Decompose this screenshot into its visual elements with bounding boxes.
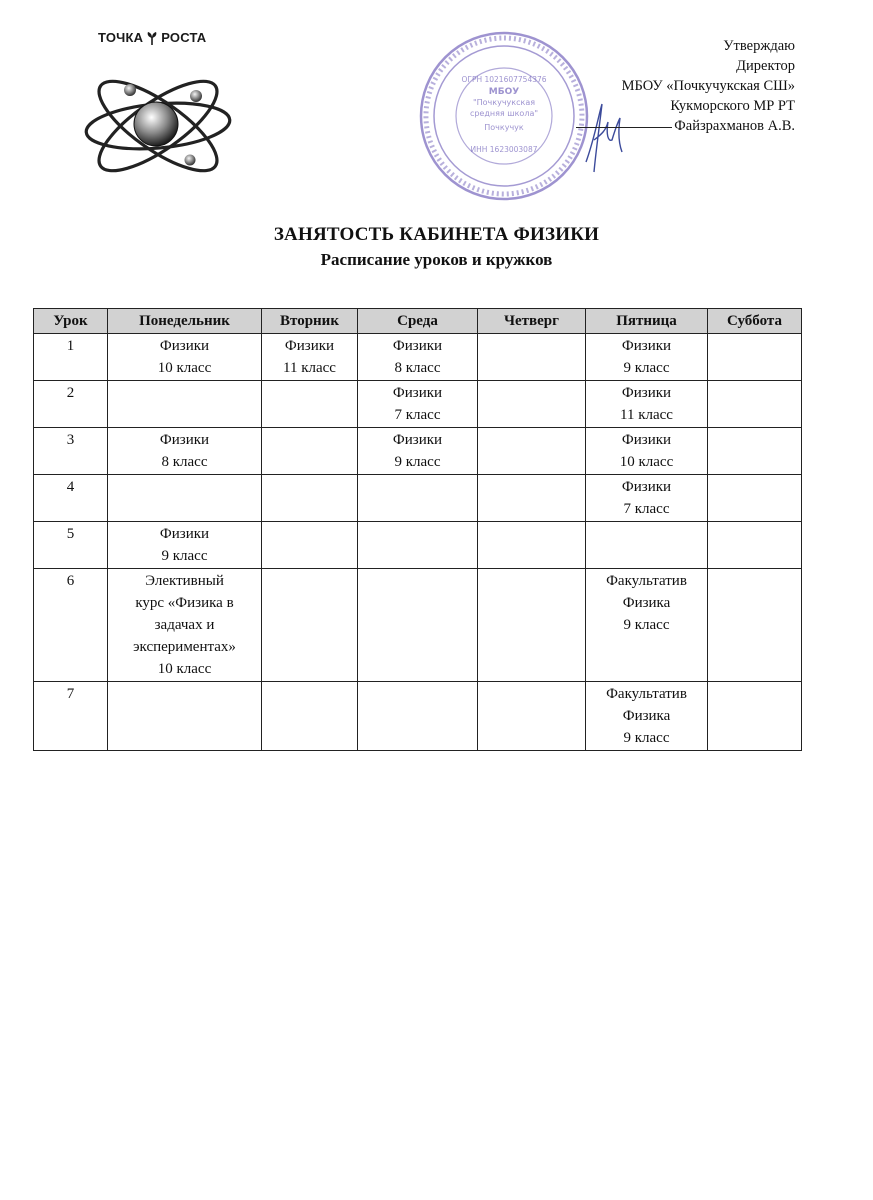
cell-monday <box>108 428 262 475</box>
header-thursday: Четверг <box>478 309 586 334</box>
sprout-icon <box>147 31 157 45</box>
lesson-number: 1 <box>34 334 108 381</box>
cell-text: 7 класс <box>394 407 441 423</box>
signature-line <box>576 127 672 128</box>
cell-wednesday <box>358 475 478 522</box>
svg-text:средняя школа": средняя школа" <box>469 109 539 118</box>
cell-friday <box>586 475 708 522</box>
document-subtitle: Расписание уроков и кружков <box>320 250 553 269</box>
cell-monday <box>108 522 262 569</box>
table-row <box>34 428 802 475</box>
table-row <box>34 475 802 522</box>
cell-friday <box>586 682 708 751</box>
table-row <box>34 381 802 428</box>
cell-wednesday <box>358 381 478 428</box>
cell-text: Физики <box>621 338 672 354</box>
cell-text: курс «Физика в <box>135 595 234 611</box>
cell-text: Физика <box>622 708 671 724</box>
document-title: ЗАНЯТОСТЬ КАБИНЕТА ФИЗИКИ <box>273 224 600 245</box>
cell-text: 10 класс <box>619 454 674 470</box>
cell-text: Физики <box>621 432 672 448</box>
cell-thursday <box>478 682 586 751</box>
cell-tuesday <box>262 569 358 682</box>
logo-wordmark <box>98 30 238 45</box>
cell-thursday <box>478 428 586 475</box>
cell-thursday <box>478 475 586 522</box>
cell-friday <box>586 381 708 428</box>
cell-text: экспериментах» <box>133 639 236 655</box>
schedule-body <box>34 334 802 751</box>
table-row <box>34 334 802 381</box>
cell-text: 9 класс <box>623 730 670 746</box>
cell-tuesday <box>262 682 358 751</box>
cell-text: Факультатив <box>606 686 687 702</box>
cell-tuesday <box>262 475 358 522</box>
cell-text: Физики <box>621 385 672 401</box>
cell-tuesday <box>262 522 358 569</box>
atom-icon <box>78 48 238 198</box>
cell-text: 10 класс <box>157 360 212 376</box>
cell-text: задачах и <box>154 617 215 633</box>
cell-text: Физики <box>392 338 443 354</box>
cell-text: Физики <box>392 385 443 401</box>
header-saturday: Суббота <box>708 309 802 334</box>
lesson-number: 6 <box>34 569 108 682</box>
cell-saturday <box>708 381 802 428</box>
cell-text: Элективный <box>145 573 224 589</box>
cell-thursday <box>478 334 586 381</box>
table-row <box>34 569 802 682</box>
cell-monday <box>108 475 262 522</box>
approval-line-1: Утверждаю <box>723 38 795 54</box>
cell-text: 11 класс <box>620 407 673 423</box>
cell-monday <box>108 381 262 428</box>
cell-text: Физики <box>284 338 335 354</box>
cell-monday <box>108 569 262 682</box>
cell-friday <box>586 522 708 569</box>
cell-tuesday <box>262 381 358 428</box>
approval-line-4: Кукморского МР РТ <box>670 98 795 114</box>
cell-saturday <box>708 522 802 569</box>
header-lesson: Урок <box>34 309 108 334</box>
cell-text: Физики <box>159 338 210 354</box>
header-friday: Пятница <box>586 309 708 334</box>
cell-text: Физика <box>622 595 671 611</box>
cell-text: 8 класс <box>394 360 441 376</box>
header-wednesday: Среда <box>358 309 478 334</box>
approval-line-5 <box>576 116 795 136</box>
cell-text: 9 класс <box>623 360 670 376</box>
lesson-number: 5 <box>34 522 108 569</box>
table-row <box>34 522 802 569</box>
cell-wednesday <box>358 428 478 475</box>
svg-text:Почкучук: Почкучук <box>484 123 524 132</box>
approval-block <box>576 36 795 136</box>
cell-saturday <box>708 428 802 475</box>
school-stamp <box>418 30 590 202</box>
cell-text: Физики <box>392 432 443 448</box>
cell-wednesday <box>358 682 478 751</box>
logo-text-left: ТОЧКА <box>98 30 144 45</box>
cell-text: 9 класс <box>394 454 441 470</box>
cell-text: 8 класс <box>161 454 208 470</box>
cell-text: 9 класс <box>161 548 208 564</box>
cell-saturday <box>708 475 802 522</box>
approval-line-3: МБОУ «Почкучукская СШ» <box>621 78 795 94</box>
cell-text: Физики <box>159 432 210 448</box>
director-name: Файзрахманов А.В. <box>674 118 795 134</box>
cell-tuesday <box>262 428 358 475</box>
schedule-table <box>33 308 802 751</box>
svg-text:ИНН 1623003087: ИНН 1623003087 <box>470 145 538 154</box>
cell-monday <box>108 682 262 751</box>
cell-text: 9 класс <box>623 617 670 633</box>
cell-friday <box>586 428 708 475</box>
cell-text: 7 класс <box>623 501 670 517</box>
lesson-number: 7 <box>34 682 108 751</box>
table-row <box>34 682 802 751</box>
cell-friday <box>586 334 708 381</box>
cell-thursday <box>478 522 586 569</box>
cell-text: 10 класс <box>157 661 212 677</box>
cell-friday <box>586 569 708 682</box>
lesson-number: 3 <box>34 428 108 475</box>
lesson-number: 2 <box>34 381 108 428</box>
cell-wednesday <box>358 334 478 381</box>
logo-text-right: РОСТА <box>161 30 207 45</box>
cell-monday <box>108 334 262 381</box>
cell-thursday <box>478 569 586 682</box>
header-monday: Понедельник <box>108 309 262 334</box>
cell-text: Физики <box>621 479 672 495</box>
cell-wednesday <box>358 569 478 682</box>
approval-line-2: Директор <box>736 58 795 74</box>
cell-text: Факультатив <box>606 573 687 589</box>
cell-saturday <box>708 569 802 682</box>
lesson-number: 4 <box>34 475 108 522</box>
svg-text:ОГРН 1021607754376: ОГРН 1021607754376 <box>461 75 547 84</box>
cell-thursday <box>478 381 586 428</box>
cell-saturday <box>708 682 802 751</box>
cell-tuesday <box>262 334 358 381</box>
cell-text: 11 класс <box>283 360 336 376</box>
cell-wednesday <box>358 522 478 569</box>
svg-text:"Почкучукская: "Почкучукская <box>472 98 536 107</box>
schedule-header-row <box>34 309 802 334</box>
cell-saturday <box>708 334 802 381</box>
header-tuesday: Вторник <box>262 309 358 334</box>
svg-text:МБОУ: МБОУ <box>488 87 520 97</box>
cell-text: Физики <box>159 526 210 542</box>
tochka-rosta-logo <box>78 18 238 198</box>
